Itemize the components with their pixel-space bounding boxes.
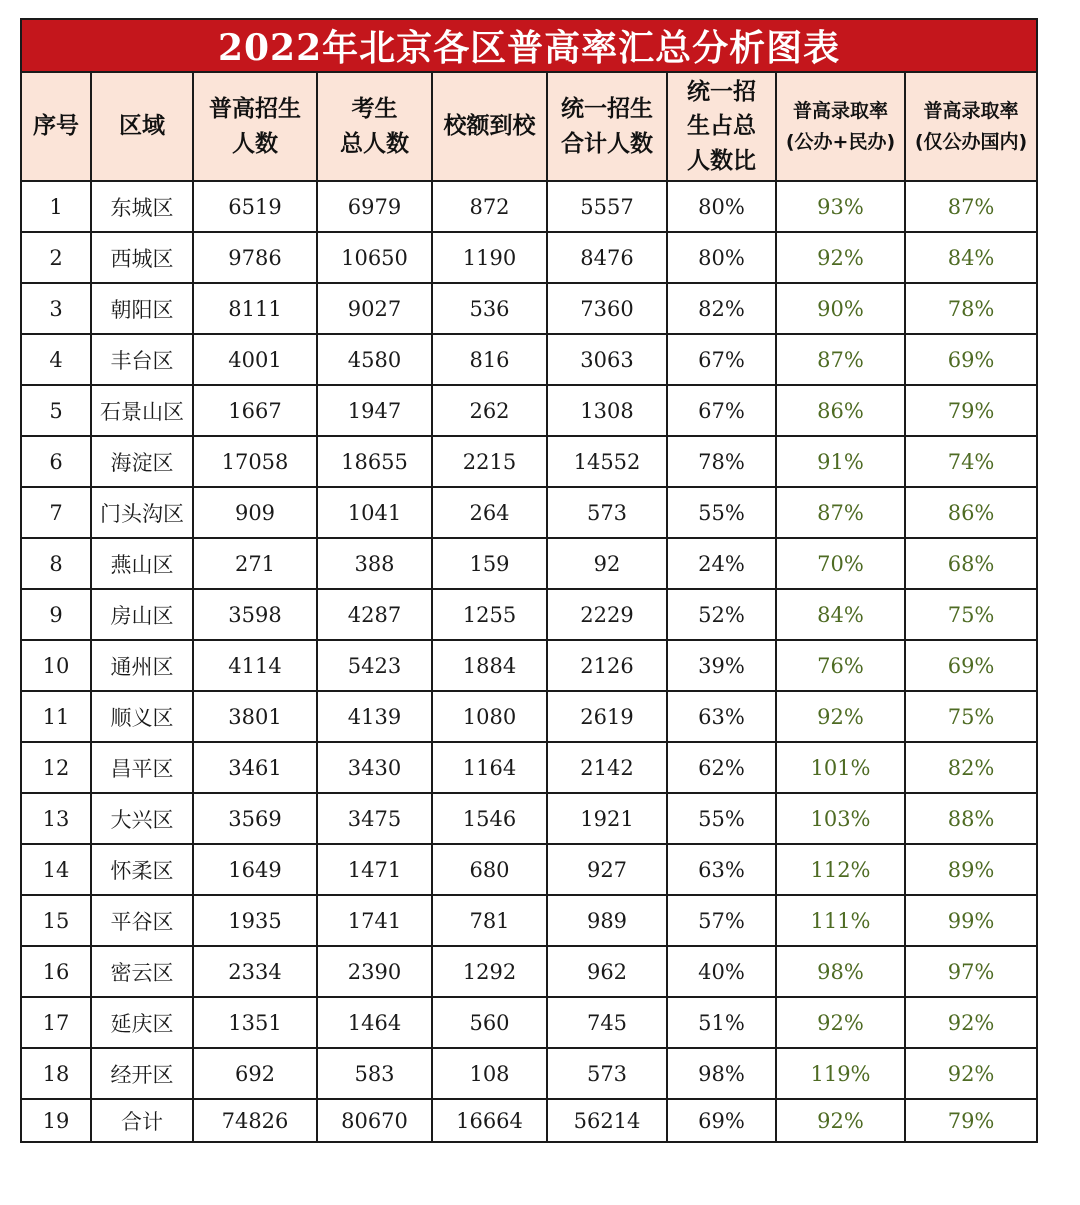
column-header-rate-all [776, 72, 905, 181]
cell-unified: 7360 [547, 283, 667, 334]
header-line: 普高录取率 [792, 100, 888, 123]
table-row [21, 946, 1037, 997]
cell-enroll: 1351 [193, 997, 317, 1048]
cell-enroll: 9786 [193, 232, 317, 283]
cell-unified: 745 [547, 997, 667, 1048]
table-row [21, 589, 1037, 640]
cell-quota: 1080 [432, 691, 547, 742]
total-row [21, 1099, 1037, 1142]
cell-examinees: 4287 [317, 589, 432, 640]
header-line: 生占总 [687, 113, 756, 140]
cell-unified-ratio: 80% [667, 232, 776, 283]
cell-quota: 262 [432, 385, 547, 436]
cell-rate-all: 92% [776, 232, 905, 283]
cell-rate-public: 99% [905, 895, 1037, 946]
cell-district: 合计 [91, 1099, 193, 1142]
table-row [21, 793, 1037, 844]
cell-rate-public: 68% [905, 538, 1037, 589]
cell-rate-public: 75% [905, 691, 1037, 742]
cell-rate-public: 92% [905, 1048, 1037, 1099]
cell-quota: 1164 [432, 742, 547, 793]
cell-seq: 12 [21, 742, 91, 793]
cell-enroll: 1935 [193, 895, 317, 946]
cell-unified: 5557 [547, 181, 667, 232]
cell-examinees: 18655 [317, 436, 432, 487]
table-row [21, 385, 1037, 436]
cell-unified-ratio: 63% [667, 691, 776, 742]
cell-district: 昌平区 [91, 742, 193, 793]
cell-enroll: 1649 [193, 844, 317, 895]
cell-rate-all: 119% [776, 1048, 905, 1099]
cell-unified: 92 [547, 538, 667, 589]
cell-enroll: 17058 [193, 436, 317, 487]
cell-unified: 2229 [547, 589, 667, 640]
table-body [21, 181, 1037, 1142]
header-line: 人数 [232, 130, 278, 157]
cell-seq: 2 [21, 232, 91, 283]
cell-unified-ratio: 52% [667, 589, 776, 640]
cell-rate-all: 70% [776, 538, 905, 589]
cell-unified-ratio: 80% [667, 181, 776, 232]
cell-rate-all: 90% [776, 283, 905, 334]
cell-unified: 14552 [547, 436, 667, 487]
cell-rate-public: 86% [905, 487, 1037, 538]
cell-unified-ratio: 55% [667, 793, 776, 844]
cell-enroll: 3461 [193, 742, 317, 793]
cell-enroll: 2334 [193, 946, 317, 997]
cell-seq: 13 [21, 793, 91, 844]
cell-enroll: 909 [193, 487, 317, 538]
cell-unified-ratio: 67% [667, 334, 776, 385]
cell-enroll: 271 [193, 538, 317, 589]
cell-rate-public: 79% [905, 385, 1037, 436]
cell-seq: 19 [21, 1099, 91, 1142]
cell-enroll: 3801 [193, 691, 317, 742]
cell-seq: 17 [21, 997, 91, 1048]
cell-examinees: 5423 [317, 640, 432, 691]
cell-rate-public: 82% [905, 742, 1037, 793]
cell-district: 密云区 [91, 946, 193, 997]
column-header-examinees [317, 72, 432, 181]
table-row [21, 640, 1037, 691]
cell-quota: 781 [432, 895, 547, 946]
cell-examinees: 6979 [317, 181, 432, 232]
cell-enroll: 1667 [193, 385, 317, 436]
cell-quota: 1190 [432, 232, 547, 283]
cell-seq: 9 [21, 589, 91, 640]
cell-quota: 1292 [432, 946, 547, 997]
cell-unified: 927 [547, 844, 667, 895]
summary-table [20, 18, 1038, 1143]
cell-unified-ratio: 57% [667, 895, 776, 946]
column-header-unified [547, 72, 667, 181]
table-row [21, 538, 1037, 589]
cell-rate-public: 87% [905, 181, 1037, 232]
cell-quota: 560 [432, 997, 547, 1048]
cell-rate-public: 84% [905, 232, 1037, 283]
cell-unified: 2619 [547, 691, 667, 742]
cell-unified: 989 [547, 895, 667, 946]
table-row [21, 895, 1037, 946]
cell-unified: 573 [547, 1048, 667, 1099]
cell-rate-public: 78% [905, 283, 1037, 334]
cell-unified-ratio: 51% [667, 997, 776, 1048]
cell-seq: 10 [21, 640, 91, 691]
table-row [21, 181, 1037, 232]
cell-rate-all: 111% [776, 895, 905, 946]
cell-enroll: 74826 [193, 1099, 317, 1142]
cell-examinees: 4139 [317, 691, 432, 742]
cell-rate-all: 91% [776, 436, 905, 487]
table-row [21, 487, 1037, 538]
cell-quota: 1255 [432, 589, 547, 640]
cell-quota: 536 [432, 283, 547, 334]
cell-district: 大兴区 [91, 793, 193, 844]
cell-examinees: 583 [317, 1048, 432, 1099]
cell-unified: 2142 [547, 742, 667, 793]
table-row [21, 232, 1037, 283]
cell-rate-public: 89% [905, 844, 1037, 895]
cell-examinees: 80670 [317, 1099, 432, 1142]
cell-rate-public: 75% [905, 589, 1037, 640]
cell-examinees: 1947 [317, 385, 432, 436]
cell-rate-all: 92% [776, 1099, 905, 1142]
table-title: 2022年北京各区普高率汇总分析图表 [21, 19, 1037, 72]
cell-rate-public: 97% [905, 946, 1037, 997]
cell-examinees: 3430 [317, 742, 432, 793]
cell-rate-all: 92% [776, 997, 905, 1048]
table-row [21, 436, 1037, 487]
cell-examinees: 1471 [317, 844, 432, 895]
column-header-rate-public [905, 72, 1037, 181]
cell-seq: 7 [21, 487, 91, 538]
column-header-unified-ratio [667, 72, 776, 181]
cell-unified: 573 [547, 487, 667, 538]
table-row [21, 691, 1037, 742]
cell-district: 燕山区 [91, 538, 193, 589]
cell-rate-all: 98% [776, 946, 905, 997]
cell-district: 通州区 [91, 640, 193, 691]
cell-rate-public: 79% [905, 1099, 1037, 1142]
column-header-seq [21, 72, 91, 181]
cell-rate-all: 112% [776, 844, 905, 895]
cell-rate-public: 92% [905, 997, 1037, 1048]
cell-district: 顺义区 [91, 691, 193, 742]
cell-quota: 108 [432, 1048, 547, 1099]
cell-seq: 18 [21, 1048, 91, 1099]
cell-district: 房山区 [91, 589, 193, 640]
table-row [21, 283, 1037, 334]
cell-rate-all: 103% [776, 793, 905, 844]
cell-unified-ratio: 39% [667, 640, 776, 691]
cell-enroll: 4001 [193, 334, 317, 385]
header-line: 合计人数 [561, 130, 653, 157]
cell-quota: 159 [432, 538, 547, 589]
cell-seq: 3 [21, 283, 91, 334]
cell-unified: 962 [547, 946, 667, 997]
cell-quota: 2215 [432, 436, 547, 487]
table-row [21, 1048, 1037, 1099]
header-row [21, 72, 1037, 181]
cell-district: 经开区 [91, 1048, 193, 1099]
cell-quota: 1546 [432, 793, 547, 844]
cell-unified-ratio: 98% [667, 1048, 776, 1099]
cell-examinees: 2390 [317, 946, 432, 997]
cell-seq: 11 [21, 691, 91, 742]
cell-unified: 8476 [547, 232, 667, 283]
cell-district: 平谷区 [91, 895, 193, 946]
cell-examinees: 3475 [317, 793, 432, 844]
cell-unified: 1308 [547, 385, 667, 436]
cell-rate-all: 76% [776, 640, 905, 691]
cell-unified-ratio: 55% [667, 487, 776, 538]
cell-unified: 56214 [547, 1099, 667, 1142]
cell-rate-public: 69% [905, 334, 1037, 385]
cell-unified-ratio: 62% [667, 742, 776, 793]
cell-examinees: 1041 [317, 487, 432, 538]
cell-district: 石景山区 [91, 385, 193, 436]
cell-quota: 680 [432, 844, 547, 895]
header-line: 区域 [119, 113, 165, 140]
header-line: 考生 [351, 96, 398, 122]
cell-enroll: 8111 [193, 283, 317, 334]
column-header-enroll [193, 72, 317, 181]
cell-unified: 1921 [547, 793, 667, 844]
title-row [21, 19, 1037, 72]
cell-enroll: 3569 [193, 793, 317, 844]
cell-unified-ratio: 82% [667, 283, 776, 334]
table-row [21, 742, 1037, 793]
cell-unified-ratio: 69% [667, 1099, 776, 1142]
cell-rate-public: 88% [905, 793, 1037, 844]
header-line: 总人数 [340, 130, 409, 157]
header-line: 统一招 [687, 78, 756, 105]
cell-examinees: 1464 [317, 997, 432, 1048]
cell-seq: 8 [21, 538, 91, 589]
column-header-quota [432, 72, 547, 181]
cell-rate-all: 84% [776, 589, 905, 640]
cell-quota: 16664 [432, 1099, 547, 1142]
cell-seq: 5 [21, 385, 91, 436]
cell-unified-ratio: 63% [667, 844, 776, 895]
cell-district: 怀柔区 [91, 844, 193, 895]
cell-unified-ratio: 67% [667, 385, 776, 436]
cell-quota: 1884 [432, 640, 547, 691]
cell-seq: 1 [21, 181, 91, 232]
cell-district: 西城区 [91, 232, 193, 283]
cell-rate-public: 74% [905, 436, 1037, 487]
cell-district: 门头沟区 [91, 487, 193, 538]
cell-examinees: 4580 [317, 334, 432, 385]
header-line: 人数比 [687, 147, 756, 174]
cell-examinees: 10650 [317, 232, 432, 283]
table-row [21, 844, 1037, 895]
cell-examinees: 1741 [317, 895, 432, 946]
cell-enroll: 3598 [193, 589, 317, 640]
cell-seq: 15 [21, 895, 91, 946]
cell-unified: 3063 [547, 334, 667, 385]
cell-rate-all: 87% [776, 334, 905, 385]
cell-seq: 14 [21, 844, 91, 895]
cell-seq: 6 [21, 436, 91, 487]
cell-rate-all: 93% [776, 181, 905, 232]
cell-rate-all: 86% [776, 385, 905, 436]
cell-enroll: 692 [193, 1048, 317, 1099]
cell-unified: 2126 [547, 640, 667, 691]
header-line: 普高招生 [209, 96, 301, 122]
cell-district: 延庆区 [91, 997, 193, 1048]
header-line: 序号 [33, 113, 79, 140]
cell-quota: 264 [432, 487, 547, 538]
cell-examinees: 9027 [317, 283, 432, 334]
table-row [21, 997, 1037, 1048]
cell-district: 海淀区 [91, 436, 193, 487]
cell-unified-ratio: 78% [667, 436, 776, 487]
header-line: (仅公办国内) [914, 130, 1028, 153]
cell-district: 东城区 [91, 181, 193, 232]
cell-quota: 816 [432, 334, 547, 385]
table-row [21, 334, 1037, 385]
cell-rate-public: 69% [905, 640, 1037, 691]
cell-rate-all: 101% [776, 742, 905, 793]
header-line: 统一招生 [561, 96, 653, 122]
cell-enroll: 6519 [193, 181, 317, 232]
cell-examinees: 388 [317, 538, 432, 589]
cell-rate-all: 92% [776, 691, 905, 742]
header-line: 普高录取率 [923, 100, 1019, 123]
cell-unified-ratio: 24% [667, 538, 776, 589]
header-line: 校额到校 [443, 113, 536, 140]
cell-district: 丰台区 [91, 334, 193, 385]
cell-district: 朝阳区 [91, 283, 193, 334]
column-header-district [91, 72, 193, 181]
cell-rate-all: 87% [776, 487, 905, 538]
cell-seq: 4 [21, 334, 91, 385]
cell-quota: 872 [432, 181, 547, 232]
header-line: (公办+民办) [785, 130, 896, 153]
cell-seq: 16 [21, 946, 91, 997]
cell-enroll: 4114 [193, 640, 317, 691]
cell-unified-ratio: 40% [667, 946, 776, 997]
